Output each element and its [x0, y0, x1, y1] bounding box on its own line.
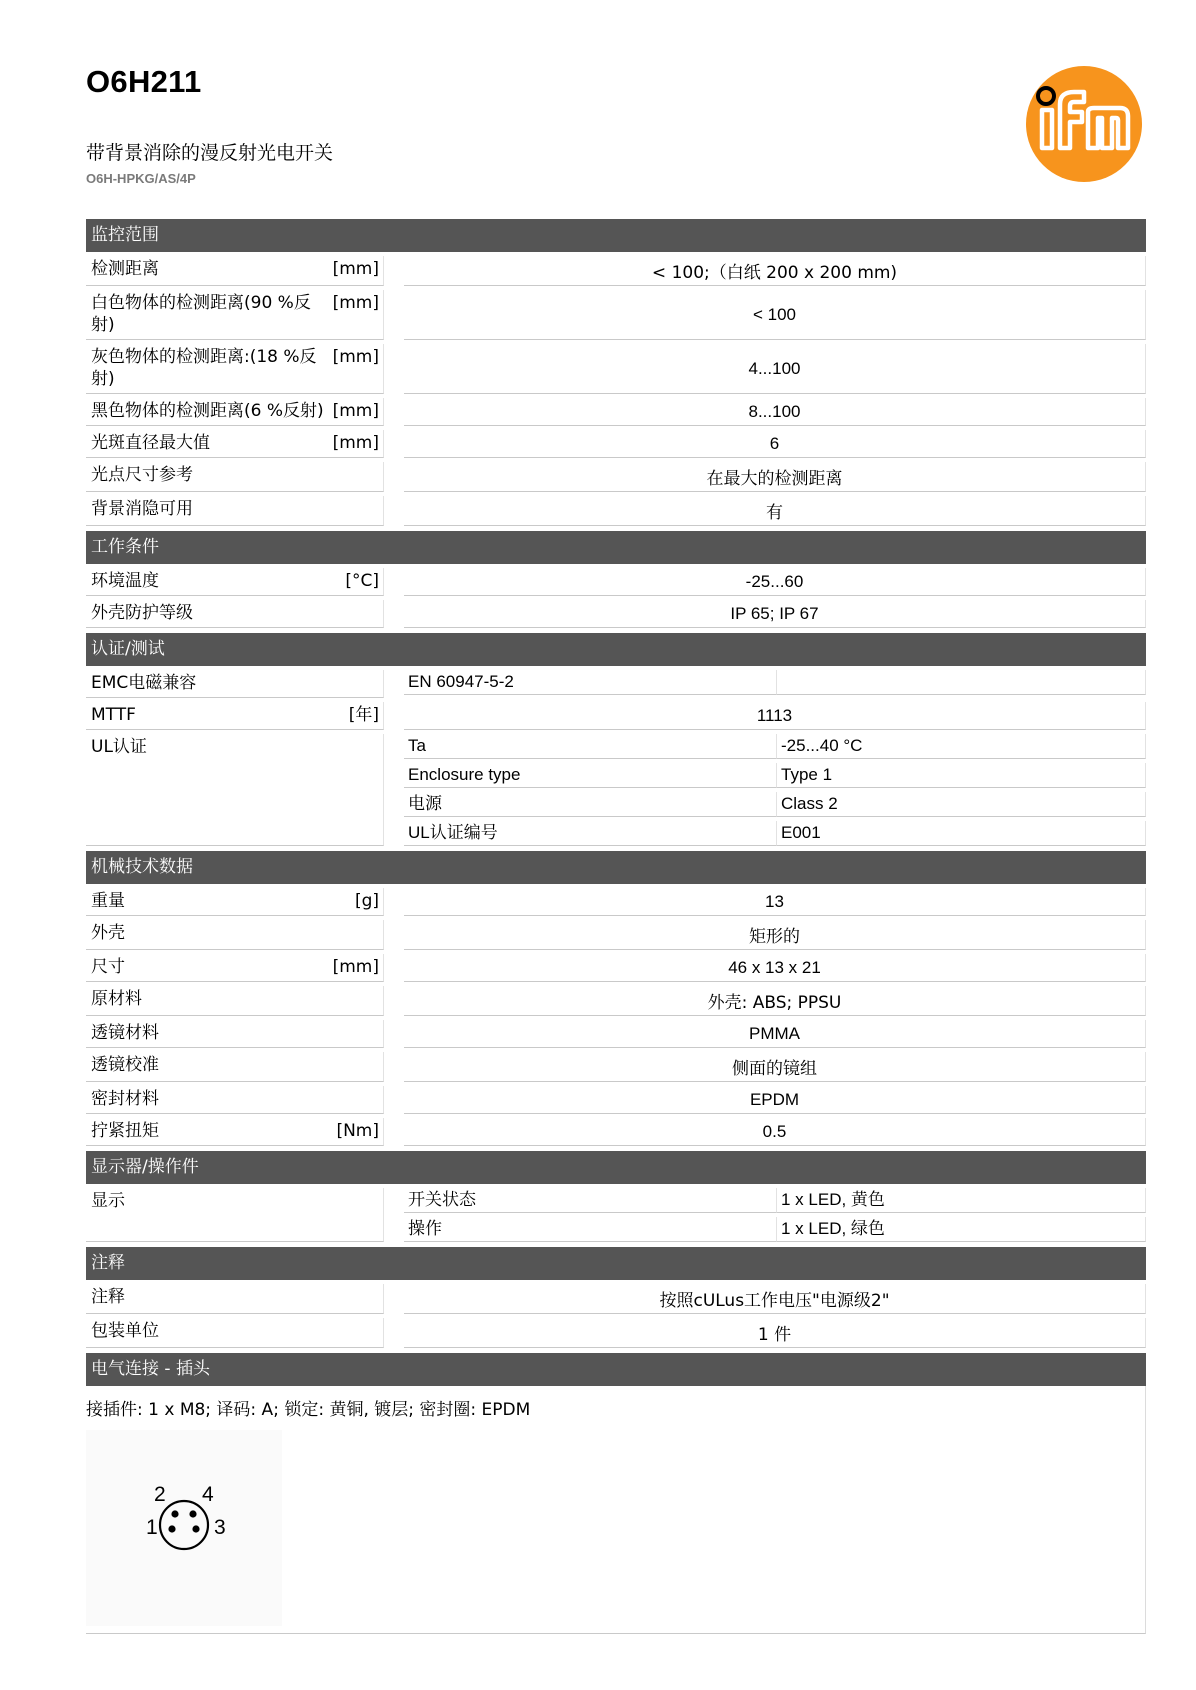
- spec-row: [86, 920, 1146, 950]
- spec-subkey: 电源: [404, 792, 777, 817]
- spec-value: 有: [404, 496, 1146, 526]
- spec-subvalue: -25...40 °C: [777, 734, 1146, 759]
- spec-value: -25...60: [404, 568, 1146, 596]
- spec-label: 白色物体的检测距离(90 %反射) [mm]: [86, 290, 384, 340]
- spec-label: EMC电磁兼容: [86, 670, 384, 698]
- spec-row: [86, 1020, 1146, 1048]
- spec-row: [86, 344, 1146, 394]
- spec-row: [86, 290, 1146, 340]
- spec-label: 透镜校准: [86, 1052, 384, 1082]
- section-header-operating: 工作条件: [86, 531, 1146, 564]
- spec-row: [86, 1284, 1146, 1314]
- spec-row: [86, 1052, 1146, 1082]
- spec-value: 46 x 13 x 21: [404, 954, 1146, 982]
- spec-row: [86, 1188, 1146, 1242]
- spec-subkey: Ta: [404, 734, 777, 759]
- spec-subkey: EN 60947-5-2: [404, 670, 777, 695]
- pin-label: 3: [214, 1516, 226, 1539]
- spec-subkey: 操作: [404, 1217, 777, 1242]
- spec-label: 黑色物体的检测距离(6 %反射) [mm]: [86, 398, 384, 426]
- pin-label: 1: [146, 1516, 158, 1539]
- spec-label: 外壳: [86, 920, 384, 950]
- spec-row: [86, 398, 1146, 426]
- spec-value: 在最大的检测距离: [404, 462, 1146, 492]
- spec-subkey: 开关状态: [404, 1188, 777, 1213]
- spec-value: 矩形的: [404, 920, 1146, 950]
- section-header-approvals: 认证/测试: [86, 633, 1146, 666]
- spec-label: 透镜材料: [86, 1020, 384, 1048]
- spec-subvalue: [777, 670, 1146, 695]
- spec-label: UL认证: [86, 734, 384, 846]
- spec-value: < 100;（白纸 200 x 200 mm): [404, 256, 1146, 286]
- spec-row: [86, 1318, 1146, 1348]
- pin-label: 4: [202, 1483, 214, 1506]
- section-header-monitoring: 监控范围: [86, 219, 1146, 252]
- section-header-notes: 注释: [86, 1247, 1146, 1280]
- spec-row: [86, 702, 1146, 730]
- spec-subvalue: Class 2: [777, 792, 1146, 817]
- spec-row: [86, 734, 1146, 846]
- spec-value: 4...100: [404, 344, 1146, 394]
- spec-label: 尺寸 [mm]: [86, 954, 384, 982]
- spec-subvalue: 1 x LED, 绿色: [777, 1217, 1146, 1242]
- spec-value: 13: [404, 888, 1146, 916]
- spec-label: 拧紧扭矩 [Nm]: [86, 1118, 384, 1146]
- product-title: O6H211: [86, 64, 202, 99]
- spec-label: 重量 [g]: [86, 888, 384, 916]
- spec-subkey: UL认证编号: [404, 821, 777, 846]
- spec-value: 侧面的镜组: [404, 1052, 1146, 1082]
- spec-row: [86, 256, 1146, 286]
- spec-value: EPDM: [404, 1086, 1146, 1114]
- section-header-display: 显示器/操作件: [86, 1151, 1146, 1184]
- spec-row: [86, 462, 1146, 492]
- pin-diagram: [86, 1430, 282, 1626]
- section-header-mechanical: 机械技术数据: [86, 851, 1146, 884]
- spec-label: 环境温度 [°C]: [86, 568, 384, 596]
- ifm-logo: [1024, 64, 1144, 184]
- spec-value: IP 65; IP 67: [404, 600, 1146, 628]
- spec-subkey: Enclosure type: [404, 763, 777, 788]
- spec-label: 检测距离 [mm]: [86, 256, 384, 286]
- spec-value: 按照cULus工作电压"电源级2": [404, 1284, 1146, 1314]
- spec-value: 1113: [404, 702, 1146, 730]
- spec-row: [86, 670, 1146, 698]
- spec-row: [86, 954, 1146, 982]
- spec-value: 0.5: [404, 1118, 1146, 1146]
- spec-row: [86, 986, 1146, 1016]
- spec-label: 光点尺寸参考: [86, 462, 384, 492]
- spec-value: PMMA: [404, 1020, 1146, 1048]
- spec-row: [86, 430, 1146, 458]
- product-code: O6H-HPKG/AS/4P: [86, 171, 196, 186]
- spec-label: 包装单位: [86, 1318, 384, 1348]
- m8-connector-icon: [86, 1430, 282, 1626]
- spec-subvalue: E001: [777, 821, 1146, 846]
- pin-label: 2: [154, 1483, 166, 1506]
- spec-value: 1 件: [404, 1318, 1146, 1348]
- spec-label: 注释: [86, 1284, 384, 1314]
- section-header-electrical: 电气连接 - 插头: [86, 1353, 1146, 1386]
- spec-value: 6: [404, 430, 1146, 458]
- spec-row: [86, 496, 1146, 526]
- spec-value: < 100: [404, 290, 1146, 340]
- spec-label: 光斑直径最大值 [mm]: [86, 430, 384, 458]
- product-subtitle: 带背景消除的漫反射光电开关: [86, 142, 334, 164]
- spec-row: [86, 1118, 1146, 1146]
- spec-label: 背景消隐可用: [86, 496, 384, 526]
- spec-row: [86, 1086, 1146, 1114]
- spec-row: [86, 888, 1146, 916]
- spec-label: 外壳防护等级: [86, 600, 384, 628]
- spec-label: 密封材料: [86, 1086, 384, 1114]
- electrical-connection: [86, 1386, 1146, 1634]
- spec-label: 原材料: [86, 986, 384, 1016]
- connector-description: 接插件: 1 x M8; 译码: A; 锁定: 黄铜, 镀层; 密封圈: EPDM: [86, 1400, 531, 1420]
- spec-label: MTTF [年]: [86, 702, 384, 730]
- spec-row: [86, 600, 1146, 628]
- spec-label: 显示: [86, 1188, 384, 1242]
- spec-subvalue: Type 1: [777, 763, 1146, 788]
- spec-table: [86, 219, 1146, 1634]
- spec-value: 外壳: ABS; PPSU: [404, 986, 1146, 1016]
- spec-value: 8...100: [404, 398, 1146, 426]
- spec-row: [86, 568, 1146, 596]
- spec-subvalue: 1 x LED, 黄色: [777, 1188, 1146, 1213]
- spec-label: 灰色物体的检测距离:(18 %反射) [mm]: [86, 344, 384, 394]
